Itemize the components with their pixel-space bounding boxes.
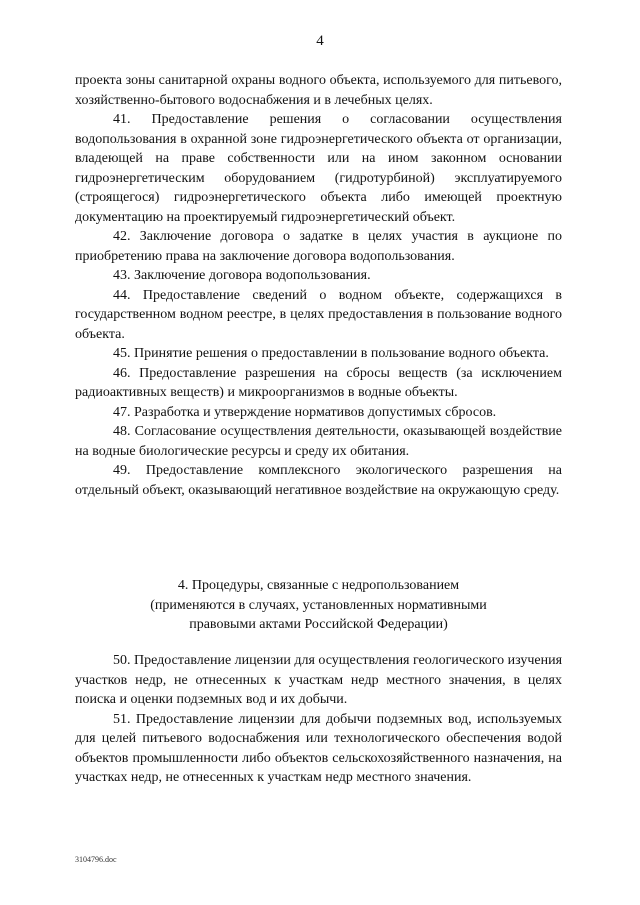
paragraph-42: 42. Заключение договора о задатке в целях участия в аукционе по приобретению права на заключение договора водопользования. [75, 229, 562, 264]
section-heading [75, 576, 562, 635]
paragraph-41: 41. Предоставление решения о согласовании осуществления водопользования в охранной зоне гидроэнергетического объекта от организации, владеющей на праве собственности или на ином законном основании гидроэнергетическим оборудованием (гидротурбиной) эксплуатируемого (строящегося) гидроэнергетического объекта либо имеющей проектную документацию на проектируемый гидроэнергетический объект. [75, 112, 562, 225]
paragraph-49: 49. Предоставление комплексного экологического разрешения на отдельный объект, оказывающий негативное воздействие на окружающую среду. [75, 463, 562, 498]
page-number: 4 [316, 33, 324, 49]
footer-filename: 3104796.doc [75, 855, 117, 864]
paragraph-44: 44. Предоставление сведений о водном объекте, содержащихся в государственном водном реестре, в целях предоставления в пользование водного объекта. [75, 287, 562, 342]
paragraph-50: 50. Предоставление лицензии для осуществления геологического изучения участков недр, не отнесенных к участкам недр местного значения, в целях поиска и оценки подземных вод и их добычи. [75, 653, 563, 707]
paragraph-48: 48. Согласование осуществления деятельности, оказывающей воздействие на водные биологические ресурсы и среду их обитания. [75, 424, 562, 459]
section-title: 4. Процедуры, связанные с недропользованием [177, 578, 460, 593]
body-text-section-4 [75, 651, 562, 788]
section-subtitle-line-1: (применяются в случаях, установленных нормативными [150, 597, 487, 613]
paragraph-43: 43. Заключение договора водопользования. [113, 268, 371, 283]
paragraph-continuation: проекта зоны санитарной охраны водного объекта, используемого для питьевого, хозяйственно-бытового водоснабжения и в лечебных целях. [75, 73, 562, 108]
section-subtitle-line-2: правовыми актами Российской Федерации) [189, 617, 448, 632]
body-text [75, 71, 562, 500]
paragraph-46: 46. Предоставление разрешения на сбросы веществ (за исключением радиоактивных веществ) и микроорганизмов в водные объекты. [75, 365, 562, 400]
paragraph-45: 45. Принятие решения о предоставлении в пользование водного объекта. [113, 346, 549, 361]
paragraph-47: 47. Разработка и утверждение нормативов допустимых сбросов. [113, 404, 497, 420]
paragraph-51: 51. Предоставление лицензии для добычи подземных вод, используемых для целей питьевого водоснабжения или технологического обеспечения водой объектов промышленности либо объектов сельскохозяйственного назначения, на участках недр, не отнесенных к участкам недр местного значения. [75, 711, 562, 785]
